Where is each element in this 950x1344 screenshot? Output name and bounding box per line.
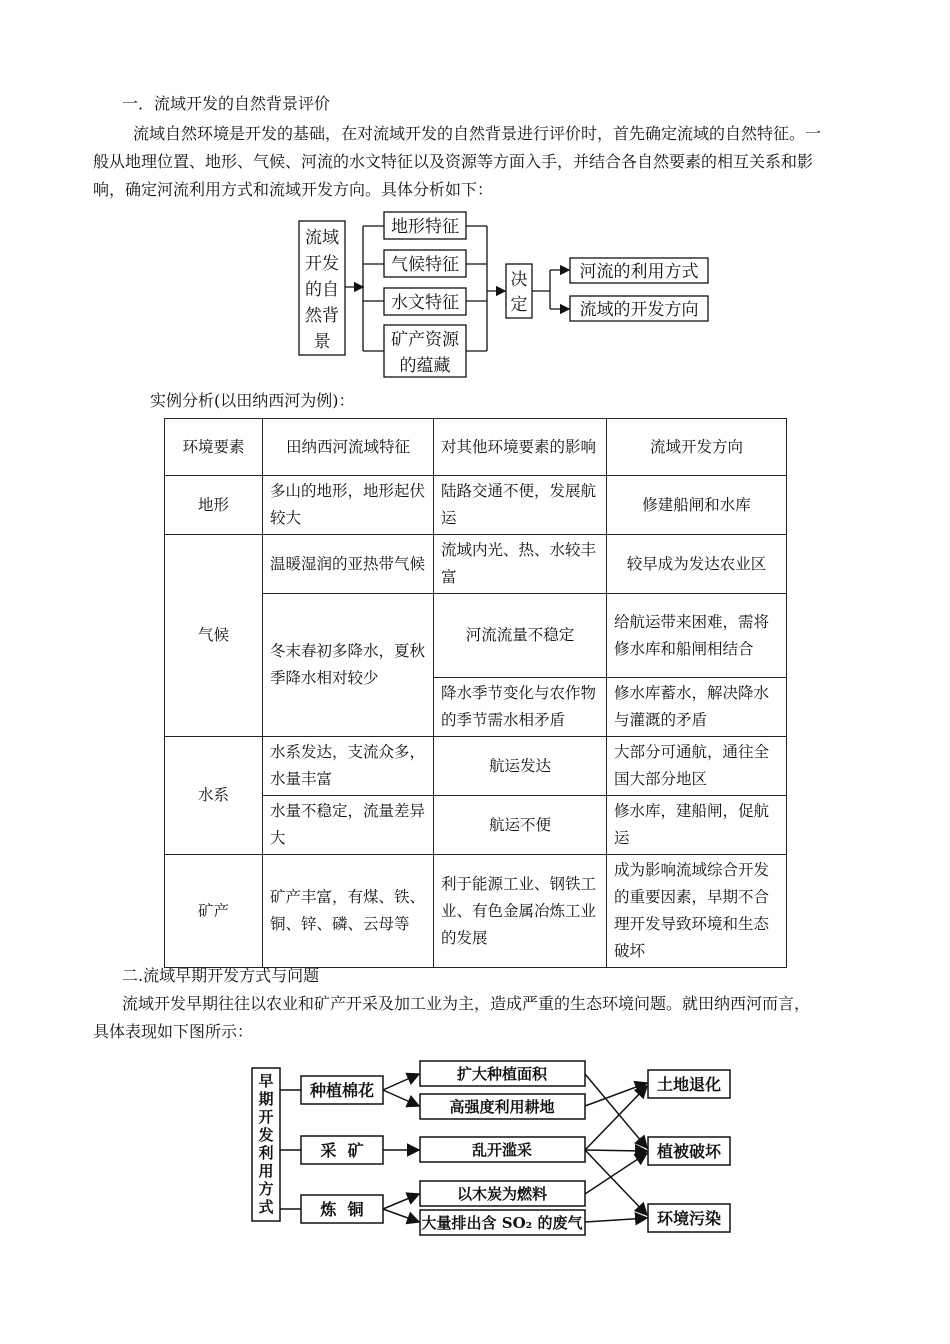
section1-para-line3: 响，确定河流利用方式和流域开发方向。具体分析如下： xyxy=(93,180,494,199)
result-development: 流域的开发方向 xyxy=(579,300,699,320)
root2-char: 式 xyxy=(258,1198,274,1216)
factor-climate: 气候 xyxy=(165,535,263,737)
decide-2: 定 xyxy=(510,295,528,315)
cell-direction: 较早成为发达农业区 xyxy=(607,535,787,594)
root2-char: 开 xyxy=(258,1108,274,1126)
cell-direction: 修水库，建船闸，促航运 xyxy=(607,796,787,855)
cell-direction: 大部分可通航，通往全国大部分地区 xyxy=(607,737,787,796)
header-factor: 环境要素 xyxy=(165,419,263,476)
method-smelting: 炼 铜 xyxy=(320,1200,364,1219)
root-text-4: 然背 xyxy=(305,306,339,326)
cell-feature: 水量不稳定，流量差异大 xyxy=(263,796,434,855)
action-mining: 乱开滥采 xyxy=(471,1141,533,1159)
tennessee-analysis-table xyxy=(164,418,787,968)
table-row xyxy=(165,737,787,796)
feature-climate: 气候特征 xyxy=(391,255,459,275)
example-label: 实例分析(以田纳西河为例)： xyxy=(150,391,355,410)
action-expand: 扩大种植面积 xyxy=(456,1065,548,1083)
root2-char: 用 xyxy=(258,1162,274,1180)
header-feature: 田纳西河流域特征 xyxy=(263,419,434,476)
root2-char: 利 xyxy=(258,1144,274,1162)
effect-land: 土地退化 xyxy=(656,1075,722,1094)
section2-para-line1: 流域开发早期往往以农业和矿产开采及加工业为主，造成严重的生态环境问题。就田纳西河而言， xyxy=(122,994,811,1013)
cell-feature: 矿产丰富，有煤、铁、铜、锌、磷、云母等 xyxy=(263,855,434,968)
effect-pollution: 环境污染 xyxy=(656,1209,722,1228)
root2-char: 发 xyxy=(258,1126,274,1144)
cell-direction: 修建船闸和水库 xyxy=(607,476,787,535)
cell-impact: 河流流量不稳定 xyxy=(434,594,607,678)
section1-para-line1: 流域自然环境是开发的基础，在对流域开发的自然背景进行评价时，首先确定流域的自然特征。一 xyxy=(133,124,822,143)
table-row xyxy=(165,855,787,968)
method-cotton: 种植棉花 xyxy=(309,1081,375,1100)
cell-impact: 降水季节变化与农作物的季节需水相矛盾 xyxy=(434,678,607,737)
feature-mineral-1: 矿产资源 xyxy=(391,330,459,350)
root2-char: 期 xyxy=(258,1090,274,1108)
section2-heading: 二.流域早期开发方式与问题 xyxy=(122,966,320,985)
factor-water: 水系 xyxy=(165,737,263,855)
root-text-5: 景 xyxy=(313,332,331,352)
feature-mineral-2: 的蕴藏 xyxy=(399,356,451,376)
root-text-1: 流域 xyxy=(305,228,339,248)
cell-impact: 利于能源工业、钢铁工业、有色金属冶炼工业的发展 xyxy=(434,855,607,968)
cell-feature: 多山的地形，地形起伏较大 xyxy=(263,476,434,535)
method-mining: 采 矿 xyxy=(320,1141,364,1160)
header-impact: 对其他环境要素的影响 xyxy=(434,419,607,476)
feature-terrain: 地形特征 xyxy=(391,217,459,237)
result-river-use: 河流的利用方式 xyxy=(579,262,699,282)
early-development-diagram xyxy=(0,1050,950,1250)
cell-impact: 陆路交通不便，发展航运 xyxy=(434,476,607,535)
cell-impact: 航运不便 xyxy=(434,796,607,855)
factor-terrain: 地形 xyxy=(165,476,263,535)
natural-background-diagram xyxy=(0,0,950,400)
cell-direction: 修水库蓄水，解决降水与灌溉的矛盾 xyxy=(607,678,787,737)
section1-heading: 一．流域开发的自然背景评价 xyxy=(122,94,331,113)
section1-para-line2: 般从地理位置、地形、气候、河流的水文特征以及资源等方面入手，并结合各自然要素的相互关系和影 xyxy=(93,152,814,171)
effect-vegetation: 植被破坏 xyxy=(656,1142,722,1161)
cell-direction: 成为影响流域综合开发的重要因素，早期不合理开发导致环境和生态破坏 xyxy=(607,855,787,968)
cell-impact: 流域内光、热、水较丰富 xyxy=(434,535,607,594)
section2-para-line2: 具体表现如下图所示： xyxy=(93,1022,254,1041)
feature-hydrology: 水文特征 xyxy=(391,293,459,313)
action-charcoal: 以木炭为燃料 xyxy=(456,1185,548,1203)
table-row xyxy=(165,535,787,594)
factor-mineral: 矿产 xyxy=(165,855,263,968)
decide-1: 决 xyxy=(510,270,528,290)
table-row xyxy=(165,476,787,535)
cell-impact: 航运发达 xyxy=(434,737,607,796)
table-header-row xyxy=(165,419,787,476)
root2-char: 方 xyxy=(258,1180,274,1198)
header-direction: 流域开发方向 xyxy=(607,419,787,476)
cell-feature: 水系发达，支流众多，水量丰富 xyxy=(263,737,434,796)
root-text-3: 的自 xyxy=(305,280,339,300)
action-intensive: 高强度利用耕地 xyxy=(449,1098,555,1116)
cell-direction: 给航运带来困难，需将修水库和船闸相结合 xyxy=(607,594,787,678)
action-so2: 大量排出含 SO₂ 的废气 xyxy=(421,1214,583,1232)
cell-feature: 温暖湿润的亚热带气候 xyxy=(263,535,434,594)
root-text-2: 开发 xyxy=(305,254,339,274)
root2-char: 早 xyxy=(258,1072,274,1090)
cell-feature: 冬末春初多降水，夏秋季降水相对较少 xyxy=(263,594,434,737)
